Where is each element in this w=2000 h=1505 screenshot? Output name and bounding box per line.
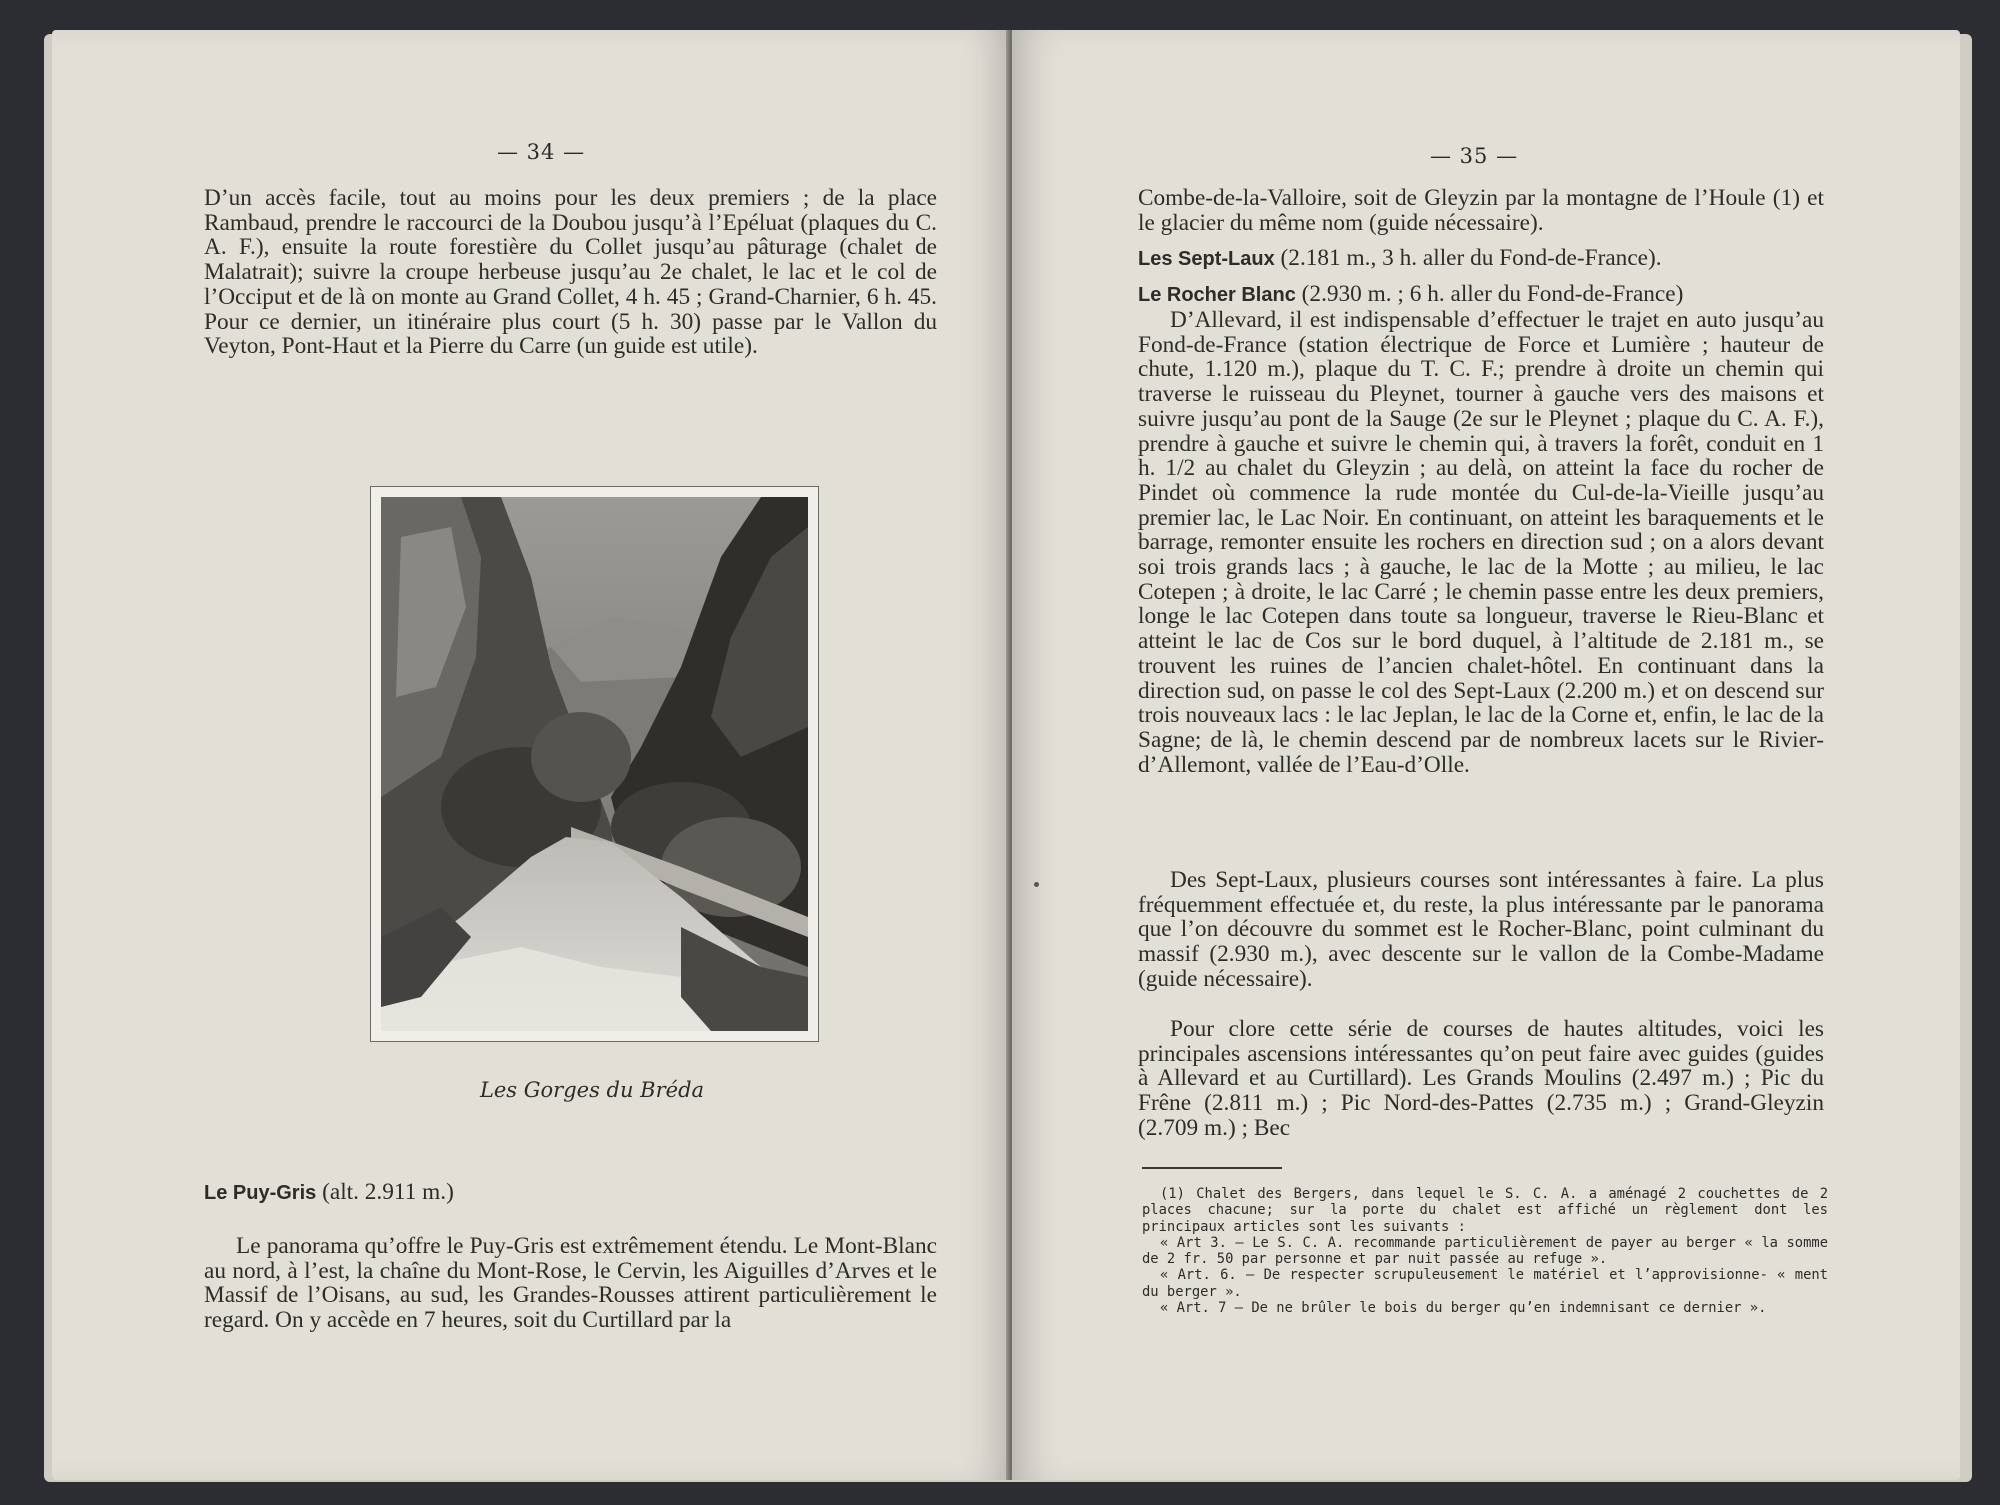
- puy-gris-heading: Le Puy-Gris: [204, 1182, 317, 1204]
- footnote-rule: [1142, 1167, 1282, 1169]
- right-paragraph-1: Combe-de-la-Valloire, soit de Gleyzin par la montagne de l’Houle (1) et le glacier du même nom (guide nécessaire).: [1138, 185, 1824, 236]
- photo-caption: Les Gorges du Bréda: [479, 1078, 705, 1102]
- puy-gris-heading-line: [204, 1180, 937, 1206]
- right-paragraph-2: D’Allevard, il est indispensable d’effectuer le trajet en auto jusqu’au Fond-de-France (station électrique de Force et Lumière ; hauteur de chute, 1.120 m.), plaque du T. C. F.; prendre à droite un chemin qui traverse le ruisseau du Pleynet, tourner à gauche vers des maisons et suivre jusqu’au pont de la Sauge (2e sur le Pleynet ; plaque du C. A. F.), prendre à gauche et suivre le chemin qui, à travers la forêt, conduit en 1 h. 1/2 au chalet du Gleyzin ; au delà, on atteint la face du rocher de Pindet où commence la rude montée du Cul-de-la-Vieille jusqu’au premier lac, le Lac Noir. En continuant, on atteint les baraquements et le barrage, remonter ensuite les rochers en direction sud ; on a alors devant soi trois grands lacs ; à gauche, le lac de la Motte ; au milieu, le lac Cotepen ; à droite, le lac Carré ; le chemin passe entre les deux premiers, longe le lac Cotepen dans toute sa longueur, traverse le Rieu-Blanc et atteint le lac de Cos sur le bord duquel, à l’altitude de 2.181 m., se trouvent les ruines de l’ancien chalet-hôtel. En continuant dans la direction sud, on passe le col des Sept-Laux (2.200 m.) et on descend sur trois nouveaux lacs : le lac Jeplan, le lac de la Corne et, enfin, le lac de la Sagne; de là, le chemin descend par de nombreux lacets sur le Rivier-d’Allemont, vallée de l’Eau-d’Olle.: [1138, 307, 1824, 778]
- rocher-blanc-heading: Le Rocher Blanc: [1138, 284, 1296, 306]
- page-number-35: — 35 —: [1430, 144, 1519, 168]
- puy-gris-altitude: (alt. 2.911 m.): [322, 1179, 454, 1205]
- left-paragraph-2: Le panorama qu’offre le Puy-Gris est extrêmement étendu. Le Mont-Blanc au nord, à l’est, la chaîne du Mont-Rose, le Cervin, les Aiguilles d’Arves et le Massif de l’Oisans, au sud, les Grandes-Rousses attirent particulièrement le regard. On y accède en 7 heures, soit du Curtillard par la: [204, 1233, 937, 1334]
- gorges-du-breda-photo: [381, 497, 808, 1031]
- rocher-blanc-line: [1138, 282, 1824, 308]
- footnote-2: « Art 3. – Le S. C. A. recommande particulièrement de payer au berger « la somme de 2 fr. 50 par personne et par nuit passée au refuge ».: [1142, 1234, 1828, 1268]
- page-number-34: — 34 —: [497, 140, 586, 164]
- footnote-1: (1) Chalet des Bergers, dans lequel le S. C. A. a aménagé 2 couchettes de 2 places chacune; sur la porte du chalet est affiché un règlement dont les principaux articles sont les suivants :: [1142, 1186, 1828, 1235]
- right-paragraph-3: Des Sept-Laux, plusieurs courses sont intéressantes à faire. La plus fréquemment effectuée et, du reste, la plus intéressante par le panorama que l’on découvre du sommet est le Rocher-Blanc, point culminant du massif (2.930 m.), avec descente sur le vallon de la Combe-Madame (guide nécessaire).: [1138, 867, 1824, 992]
- footnotes: [1142, 1186, 1828, 1316]
- rocher-blanc-detail: (2.930 m. ; 6 h. aller du Fond-de-France): [1301, 281, 1684, 307]
- footnote-4: « Art. 7 — De ne brûler le bois du berger qu’en indemnisant ce dernier ».: [1160, 1300, 1767, 1317]
- footnote-3: « Art. 6. — De respecter scrupuleusement le matériel et l’approvisionne- « ment du berger ».: [1142, 1267, 1828, 1300]
- sept-laux-detail: (2.181 m., 3 h. aller du Fond-de-France).: [1280, 245, 1662, 271]
- left-paragraph-1: D’un accès facile, tout au moins pour les deux premiers ; de la place Rambaud, prendre le raccourci de la Doubou jusqu’à l’Epéluat (plaques du C. A. F.), ensuite la route forestière du Collet jusqu’au pâturage (chalet de Malatrait); suivre la croupe herbeuse jusqu’au 2e chalet, le lac et le col de l’Occiput et de là on monte au Grand Collet, 4 h. 45 ; Grand-Charnier, 6 h. 45. Pour ce dernier, un itinéraire plus court (5 h. 30) passe par le Vallon du Veyton, Pont-Haut et la Pierre du Carre (un guide est utile).: [204, 185, 937, 360]
- right-paragraph-4: Pour clore cette série de courses de hautes altitudes, voici les principales ascensions intéressantes qu’on peut faire avec guides (guides à Allevard et au Curtillard). Les Grands Moulins (2.497 m.) ; Pic du Frêne (2.811 m.) ; Pic Nord-des-Pattes (2.735 m.) ; Grand-Gleyzin (2.709 m.) ; Bec: [1138, 1016, 1824, 1141]
- left-page: [52, 30, 1010, 1480]
- sept-laux-heading: Les Sept-Laux: [1138, 248, 1275, 270]
- photo-plate: [370, 486, 819, 1042]
- sept-laux-line: [1138, 246, 1824, 272]
- margin-mark: [1034, 882, 1039, 887]
